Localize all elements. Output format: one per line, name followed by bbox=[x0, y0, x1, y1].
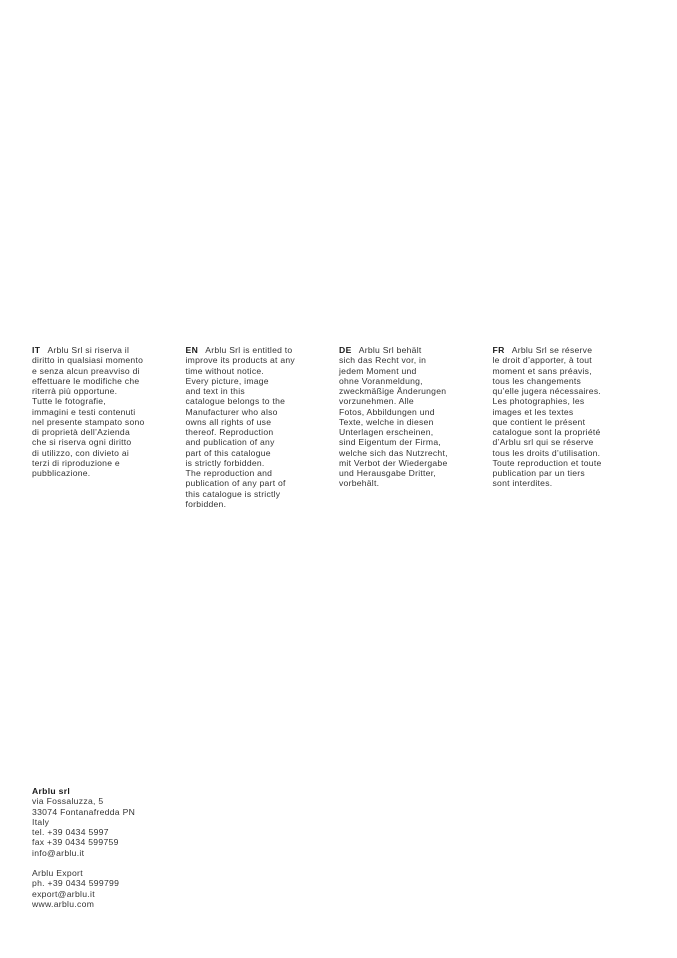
notice-line: sont interdites. bbox=[492, 478, 553, 489]
city-address: 33074 Fontanafredda PN bbox=[32, 806, 136, 817]
notice-line: sich das Recht vor, in bbox=[339, 355, 427, 366]
notice-line: di proprietà dell’Azienda bbox=[32, 427, 130, 437]
notice-line: che si riserva ogni diritto bbox=[32, 437, 132, 448]
notice-line: ohne Voranmeldung, bbox=[339, 375, 423, 386]
notice-line: welche sich das Nutzrecht, bbox=[339, 447, 448, 458]
notice-first-line bbox=[339, 345, 493, 355]
notice-line: thereof. Reproduction bbox=[185, 427, 274, 437]
notice-line: pubblicazione. bbox=[32, 468, 91, 478]
language-code: DE bbox=[339, 345, 352, 355]
notice-text: Arblu Srl behält bbox=[358, 345, 422, 355]
website: www.arblu.com bbox=[32, 898, 95, 909]
notice-column-de bbox=[339, 345, 493, 509]
notice-line: vorzunehmen. Alle bbox=[339, 396, 414, 407]
notice-line: publication par un tiers bbox=[492, 468, 585, 478]
notice-line: Les photographies, les bbox=[492, 396, 585, 407]
notice-line: publication of any part of bbox=[185, 478, 286, 489]
notice-line: riterrà più opportune. bbox=[32, 386, 118, 396]
email-address: info@arblu.it bbox=[32, 847, 85, 858]
notice-line: and publication of any bbox=[185, 437, 275, 448]
notice-line: und Herausgabe Dritter, bbox=[339, 468, 436, 478]
export-phone: ph. +39 0434 599799 bbox=[32, 878, 120, 889]
notice-line: qu’elle jugera nécessaires. bbox=[492, 386, 602, 396]
notice-line: is strictly forbidden. bbox=[185, 457, 265, 468]
export-email: export@arblu.it bbox=[32, 888, 95, 899]
notice-line: di utilizzo, con divieto ai bbox=[32, 447, 130, 458]
notice-line: forbidden. bbox=[185, 498, 227, 509]
notice-line: and text in this bbox=[185, 386, 245, 396]
notice-first-line bbox=[493, 345, 647, 355]
notice-line: time without notice. bbox=[185, 365, 265, 376]
notice-text: Arblu Srl si riserva il bbox=[47, 345, 130, 355]
notice-line: catalogue belongs to the bbox=[185, 396, 286, 407]
notice-line: jedem Moment und bbox=[339, 365, 417, 376]
notice-line: effettuare le modifiche che bbox=[32, 375, 140, 386]
notice-line: Every picture, image bbox=[185, 375, 269, 386]
notice-line: tous les changements bbox=[492, 375, 582, 386]
fax: fax +39 0434 599759 bbox=[32, 837, 119, 848]
notice-line: Texte, welche in diesen bbox=[339, 416, 434, 427]
notice-text: Arblu Srl se réserve bbox=[511, 345, 593, 355]
notice-line: part of this catalogue bbox=[185, 447, 271, 458]
notice-line: sind Eigentum der Firma, bbox=[339, 437, 441, 448]
notice-column-en bbox=[186, 345, 340, 509]
notice-line: le droit d’apporter, à tout bbox=[492, 355, 592, 366]
notice-line: improve its products at any bbox=[185, 355, 295, 366]
legal-notices bbox=[32, 345, 652, 509]
notice-line: immagini e testi contenuti bbox=[32, 406, 136, 417]
telephone: tel. +39 0434 5997 bbox=[32, 827, 109, 837]
notice-line: Toute reproduction et toute bbox=[492, 457, 602, 468]
notice-column-it bbox=[32, 345, 186, 509]
notice-line: nel presente stampato sono bbox=[32, 416, 145, 427]
notice-line: images et les textes bbox=[492, 406, 574, 417]
notice-line: diritto in qualsiasi momento bbox=[32, 355, 144, 366]
notice-line: Manufacturer who also bbox=[185, 406, 278, 417]
notice-line: terzi di riproduzione e bbox=[32, 457, 120, 468]
notice-first-line bbox=[186, 345, 340, 355]
country: Italy bbox=[32, 816, 50, 827]
street-address: via Fossaluzza, 5 bbox=[32, 796, 104, 807]
company-name: Arblu srl bbox=[32, 786, 71, 796]
notice-line: Fotos, Abbildungen und bbox=[339, 406, 435, 417]
address-spacer bbox=[32, 858, 135, 868]
notice-line: e senza alcun preavviso di bbox=[32, 365, 140, 376]
notice-first-line bbox=[32, 345, 186, 355]
notice-line: que contient le présent bbox=[492, 416, 586, 427]
notice-line: d’Arblu srl qui se réserve bbox=[492, 437, 594, 448]
notice-line: vorbehält. bbox=[339, 478, 380, 489]
language-code: EN bbox=[185, 345, 199, 355]
notice-line: tous les droits d’utilisation. bbox=[492, 447, 601, 458]
language-code: IT bbox=[32, 345, 41, 355]
notice-column-fr bbox=[493, 345, 647, 509]
notice-line: mit Verbot der Wiedergabe bbox=[339, 457, 448, 468]
notice-line: The reproduction and bbox=[185, 468, 273, 478]
notice-line: catalogue sont la propriété bbox=[492, 427, 601, 437]
notice-text: Arblu Srl is entitled to bbox=[205, 345, 293, 355]
notice-line: moment et sans préavis, bbox=[492, 365, 592, 376]
company-address bbox=[32, 786, 135, 909]
language-code: FR bbox=[492, 345, 505, 355]
notice-line: owns all rights of use bbox=[185, 416, 272, 427]
notice-line: zweckmäßige Änderungen bbox=[339, 386, 447, 396]
notice-line: this catalogue is strictly bbox=[185, 488, 281, 499]
notice-line: Unterlagen erscheinen, bbox=[339, 427, 434, 437]
export-title: Arblu Export bbox=[32, 868, 83, 878]
notice-line: Tutte le fotografie, bbox=[32, 396, 106, 407]
